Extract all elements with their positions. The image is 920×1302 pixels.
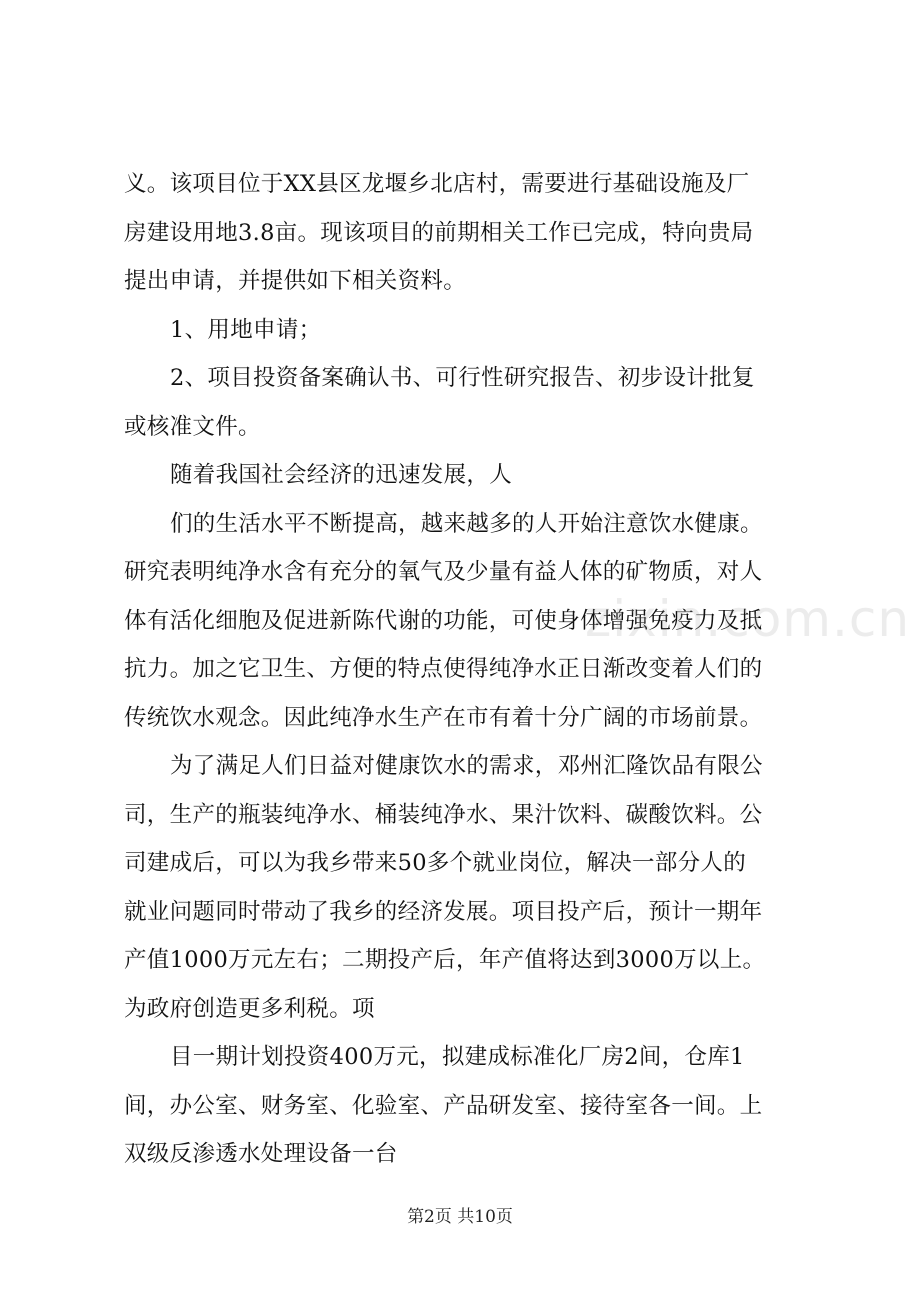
list-item: 1、用地申请； (170, 316, 322, 343)
text-line: 传统饮水观念。因此纯净水生产在市有着十分广阔的市场前景。 (124, 704, 763, 731)
text-line: 产值1000万元左右；二期投产后，年产值将达到3000万以上。 (124, 947, 766, 973)
text-line: 为政府创造更多利税。项 (124, 995, 375, 1022)
watermark: zixin.com.cn (585, 590, 911, 648)
text-line: 提出申请，并提供如下相关资料。 (124, 268, 467, 294)
text-line: 就业问题同时带动了我乡的经济发展。项目投产后，预计一期年 (124, 898, 763, 925)
text-line: 抗力。加之它卫生、方便的特点使得纯净水正日渐改变着人们的 (124, 656, 763, 682)
text-line: 或核准文件。 (124, 413, 261, 440)
text-line: 房建设用地3.8亩。现该项目的前期相关工作已完成，特向贵局 (124, 219, 754, 246)
text-line: 目一期计划投资400万元，拟建成标准化厂房2间，仓库1 (170, 1044, 745, 1070)
text-line: 随着我国社会经济的迅速发展，人 (170, 462, 513, 488)
text-line: 研究表明纯净水含有充分的氧气及少量有益人体的矿物质，对人 (124, 559, 763, 585)
text-line: 体有活化细胞及促进新陈代谢的功能，可使身体增强免疫力及抵 (124, 607, 763, 634)
document-body (124, 160, 824, 1179)
text-line: 司建成后，可以为我乡带来50多个就业岗位，解决一部分人的 (124, 850, 747, 876)
page-number-footer: 第2页 共10页 (407, 1207, 513, 1227)
text-line: 司，生产的瓶装纯净水、桶装纯净水、果汁饮料、碳酸饮料。公 (124, 801, 763, 828)
text-line: 们的生活水平不断提高，越来越多的人开始注意饮水健康。 (170, 510, 763, 537)
list-item: 2、项目投资备案确认书、可行性研究报告、初步设计批复 (170, 365, 755, 391)
text-line: 双级反渗透水处理设备一台 (124, 1141, 398, 1167)
text-line: 间，办公室、财务室、化验室、产品研发室、接待室各一间。上 (124, 1092, 763, 1119)
text-line: 为了满足人们日益对健康饮水的需求，邓州汇隆饮品有限公 (170, 753, 763, 779)
text-line: 义。该项目位于XX县区龙堰乡北店村，需要进行基础设施及厂 (124, 171, 750, 197)
